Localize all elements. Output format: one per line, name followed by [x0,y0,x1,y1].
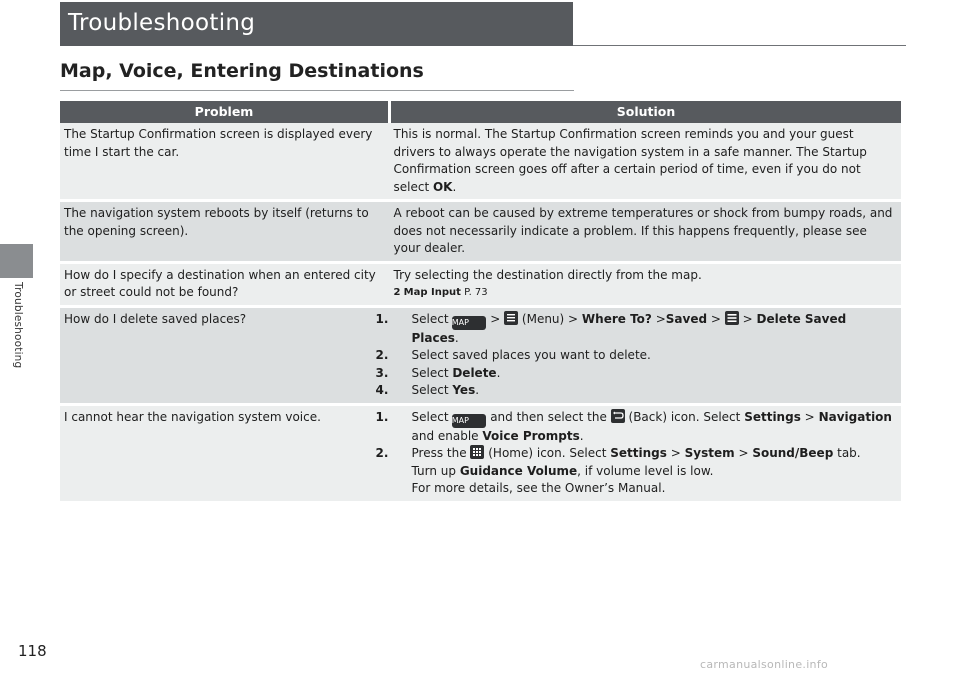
side-tab-marker [0,244,33,278]
list-icon [725,311,739,325]
page-title: Troubleshooting [68,10,256,36]
problem-cell: How do I specify a destination when an entered city or street could not be found? [60,262,390,306]
reference-arrow-icon: 2 [393,287,401,298]
solution-cell: Try selecting the destination directly from the map. 2 Map Input P. 73 [390,262,902,306]
step-4: 4. Select Yes. [375,383,480,397]
page-number: 118 [18,642,47,660]
step-2: 2. Select saved places you want to delete. [375,348,651,362]
solution-cell [375,306,902,404]
table-row [60,201,901,263]
step-2: 2. Press the (Home) icon. Select Settings > System > Sound/Beep tab. Turn up Guidance Volume, if volume level is low. For more details, see the Owner’s Manual. [375,446,861,495]
header-problem: Problem [60,101,390,123]
step-1: 1. Select MAP > (Menu) > Where To? >Saved > > Delete Saved Places. [375,311,847,345]
solution-cell: A reboot can be caused by extreme temperatures or shock from bumpy roads, and does not necessarily indicate a problem. If this happens frequently, please see your dealer. [390,201,902,263]
troubleshooting-table [60,101,901,504]
page-reference[interactable]: 2 Map Input P. 73 [393,287,488,298]
back-icon [611,409,625,423]
table-row [60,123,901,201]
map-button-icon: MAP [452,414,486,428]
menu-icon [504,311,518,325]
table-header-row [60,101,901,123]
section-heading: Map, Voice, Entering Destinations [60,60,424,82]
side-section-label: Troubleshooting [12,282,24,369]
ok-label: OK [432,179,453,194]
table-row [60,404,901,502]
step-3: 3. Select Delete. [375,365,501,380]
title-rule [573,45,906,46]
problem-cell: The Startup Confirmation screen is displayed every time I start the car. [60,123,390,201]
watermark: carmanualsonline.info [700,658,829,671]
problem-cell: I cannot hear the navigation system voice. [60,404,390,502]
solution-cell: This is normal. The Startup Confirmation screen reminds you and your guest drivers to always operate the navigation system in a safe manner. The Startup Confirmation screen goes off after a certain period of time, even if you do not select OK. [390,123,902,201]
section-rule [60,90,574,91]
table-row [60,306,901,404]
header-solution: Solution [390,101,902,123]
map-button-icon: MAP [452,316,486,330]
solution-cell [375,404,902,502]
problem-cell: How do I delete saved places? [60,306,390,404]
problem-cell: The navigation system reboots by itself (returns to the opening screen). [60,201,390,263]
table-row [60,262,901,306]
step-1: 1. Select MAP and then select the (Back) icon. Select Settings > Navigation and enable Voice Prompts. [375,409,892,443]
home-icon [470,445,484,459]
